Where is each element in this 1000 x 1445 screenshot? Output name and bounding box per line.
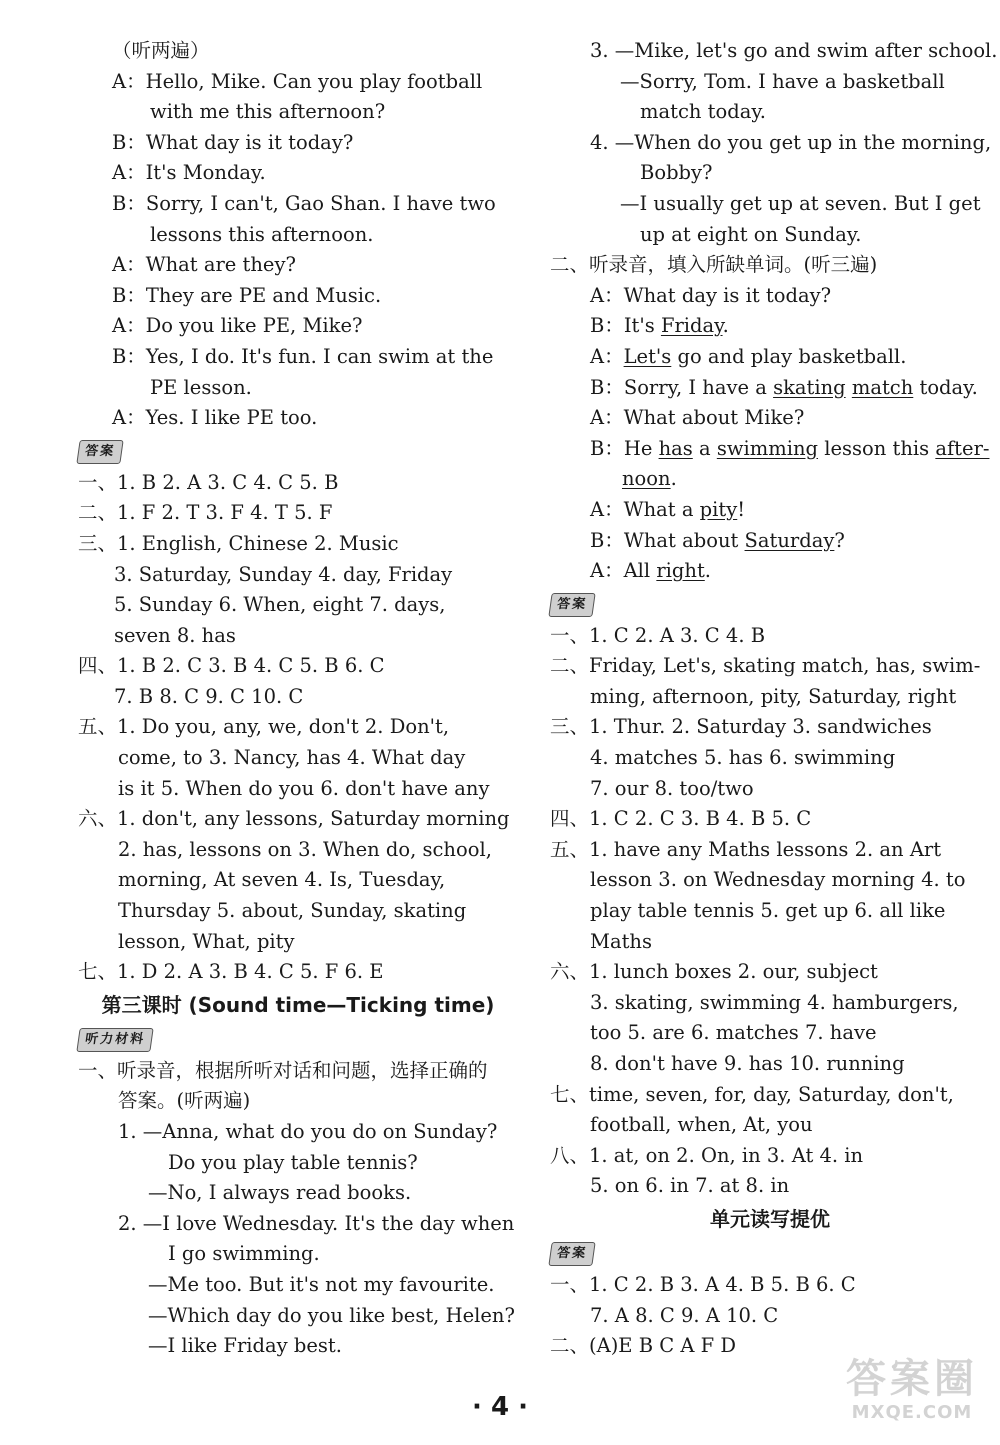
text-line: is it 5. When do you 6. don't have any bbox=[118, 776, 490, 800]
section-tag-row bbox=[78, 1022, 518, 1056]
watermark-logo-text: 答案圈 bbox=[846, 1356, 978, 1402]
text-line: 3. —Mike, let's go and swim after school. bbox=[590, 39, 998, 62]
text-line: —Which day do you like best, Helen? bbox=[148, 1303, 515, 1327]
text-line: 一、1. C 2. A 3. C 4. B bbox=[550, 623, 766, 647]
section-tag: 答案 bbox=[76, 440, 123, 464]
text-line: B：What day is it today? bbox=[112, 130, 354, 154]
text-line: 一、1. B 2. A 3. C 4. C 5. B bbox=[78, 470, 339, 494]
text-line: —Me too. But it's not my favourite. bbox=[148, 1272, 495, 1296]
filled-blank-answer: match bbox=[851, 375, 914, 399]
filled-blank-answer: right bbox=[656, 559, 705, 583]
page-number: · 4 · bbox=[472, 1392, 528, 1422]
text-segment: A：What day is it today? bbox=[590, 283, 832, 307]
text-line: B：They are PE and Music. bbox=[112, 283, 382, 307]
text-segment: ! bbox=[737, 497, 746, 521]
text-line: 三、1. Thur. 2. Saturday 3. sandwiches bbox=[550, 715, 932, 739]
filled-blank-answer: skating bbox=[773, 375, 846, 399]
text-line: 一、1. C 2. B 3. A 4. B 5. B 6. C bbox=[550, 1272, 856, 1296]
text-line: 六、1. lunch boxes 2. our, subject bbox=[550, 960, 878, 984]
text-line: 五、1. have any Maths lessons 2. an Art bbox=[550, 837, 942, 861]
text-line bbox=[550, 311, 990, 342]
text-line: B：Sorry, I can't, Gao Shan. I have two bbox=[112, 191, 496, 215]
filled-blank-answer: after- bbox=[935, 436, 990, 460]
text-line: B：Yes, I do. It's fun. I can swim at the bbox=[112, 344, 494, 368]
text-line: —Sorry, Tom. I have a basketball bbox=[620, 69, 945, 93]
text-line: up at eight on Sunday. bbox=[640, 222, 862, 246]
left-column bbox=[78, 36, 518, 1362]
text-line: with me this afternoon? bbox=[150, 100, 386, 124]
text-segment: A：All bbox=[590, 559, 657, 583]
text-line bbox=[550, 526, 990, 557]
text-line bbox=[550, 281, 990, 312]
text-segment: A：What a bbox=[590, 497, 700, 521]
text-line: 1. —Anna, what do you do on Sunday? bbox=[118, 1120, 498, 1143]
text-line: I go swimming. bbox=[168, 1242, 320, 1266]
filled-blank-answer: swimming bbox=[716, 436, 819, 460]
text-line: 七、1. D 2. A 3. B 4. C 5. F 6. E bbox=[78, 960, 384, 984]
filled-blank-answer: Friday bbox=[660, 314, 723, 338]
text-line: Do you play table tennis? bbox=[168, 1150, 418, 1174]
filled-blank-answer: has bbox=[658, 436, 693, 460]
text-segment: B：What about bbox=[590, 528, 745, 552]
text-line: 2. —I love Wednesday. It's the day when bbox=[118, 1211, 515, 1235]
text-line: seven 8. has bbox=[114, 623, 236, 647]
text-line: 六、1. don't, any lessons, Saturday morning bbox=[78, 807, 510, 831]
text-segment: go and play basketball. bbox=[671, 344, 907, 368]
text-segment: . bbox=[704, 559, 711, 583]
watermark-url: MXQE.COM bbox=[851, 1402, 973, 1423]
text-line bbox=[550, 342, 990, 373]
text-segment: a bbox=[692, 436, 717, 460]
text-segment: . bbox=[722, 314, 729, 338]
text-line: 二、(A)E B C A F D bbox=[550, 1334, 737, 1358]
text-line: 3. skating, swimming 4. hamburgers, bbox=[590, 990, 959, 1014]
text-line: 二、Friday, Let's, skating match, has, swim- bbox=[550, 654, 981, 678]
text-line: 2. has, lessons on 3. When do, school, bbox=[118, 837, 492, 861]
section-tag: 听力材料 bbox=[76, 1028, 153, 1052]
text-line: 四、1. C 2. C 3. B 4. B 5. C bbox=[550, 807, 812, 831]
section-title: 单元读写提优 bbox=[710, 1206, 830, 1231]
text-line: play table tennis 5. get up 6. all like bbox=[590, 899, 946, 923]
section-tag-row bbox=[78, 434, 518, 468]
text-line: —I like Friday best. bbox=[148, 1334, 342, 1358]
text-line: 三、1. English, Chinese 2. Music bbox=[78, 531, 399, 555]
text-segment: B：It's bbox=[590, 314, 661, 338]
section-tag-row bbox=[550, 1236, 990, 1270]
text-line: （听两遍） bbox=[112, 39, 210, 62]
text-line: ming, afternoon, pity, Saturday, right bbox=[590, 684, 957, 708]
text-line: 7. B 8. C 9. C 10. C bbox=[114, 684, 304, 708]
text-line bbox=[550, 495, 990, 526]
watermark bbox=[828, 1356, 996, 1440]
text-line: 一、听录音，根据所听对话和问题，选择正确的 bbox=[78, 1058, 488, 1082]
text-line: A：What are they? bbox=[112, 253, 296, 277]
text-line: 3. Saturday, Sunday 4. day, Friday bbox=[114, 562, 453, 586]
text-line: —No, I always read books. bbox=[148, 1181, 412, 1205]
text-line: 4. matches 5. has 6. swimming bbox=[590, 746, 896, 770]
filled-blank-answer: Saturday bbox=[744, 528, 835, 552]
section-title: 第三课时 (Sound time—Ticking time) bbox=[101, 992, 495, 1017]
text-segment: A： bbox=[590, 344, 624, 368]
right-column bbox=[550, 36, 998, 1362]
text-line: 答案。(听两遍) bbox=[118, 1089, 251, 1113]
text-line: 5. Sunday 6. When, eight 7. days, bbox=[114, 593, 446, 617]
text-line: football, when, At, you bbox=[590, 1113, 813, 1137]
text-segment: ? bbox=[834, 528, 845, 552]
text-line: 五、1. Do you, any, we, don't 2. Don't, bbox=[78, 715, 450, 739]
text-line: come, to 3. Nancy, has 4. What day bbox=[118, 746, 466, 770]
filled-blank-answer: pity bbox=[699, 497, 738, 521]
text-line: match today. bbox=[640, 100, 766, 124]
section-tag-row bbox=[550, 587, 990, 621]
text-line: 7. our 8. too/two bbox=[590, 776, 754, 800]
text-line: 二、听录音，填入所缺单词。(听三遍) bbox=[550, 253, 878, 277]
text-line: 4. —When do you get up in the morning, bbox=[590, 130, 992, 154]
text-segment: . bbox=[670, 467, 677, 491]
text-segment: today. bbox=[913, 375, 978, 399]
text-segment: B：He bbox=[590, 436, 659, 460]
text-line bbox=[550, 373, 990, 404]
text-line: morning, At seven 4. Is, Tuesday, bbox=[118, 868, 446, 892]
text-line: 8. don't have 9. has 10. running bbox=[590, 1052, 905, 1075]
text-line: lesson 3. on Wednesday morning 4. to bbox=[590, 868, 966, 892]
text-line: too 5. are 6. matches 7. have bbox=[590, 1021, 877, 1045]
text-line: —I usually get up at seven. But I get bbox=[620, 191, 981, 215]
section-tag: 答案 bbox=[548, 593, 595, 617]
text-line: lesson, What, pity bbox=[118, 929, 295, 953]
text-segment: lesson this bbox=[818, 436, 936, 460]
text-line: 5. on 6. in 7. at 8. in bbox=[590, 1174, 790, 1198]
filled-blank-answer: Let's bbox=[623, 344, 672, 368]
text-line: lessons this afternoon. bbox=[150, 222, 374, 246]
text-line: A：Hello, Mike. Can you play football bbox=[112, 69, 483, 93]
text-line bbox=[550, 434, 990, 465]
text-line: Maths bbox=[590, 929, 652, 953]
text-line: 七、time, seven, for, day, Saturday, don't, bbox=[550, 1082, 954, 1106]
text-line bbox=[550, 556, 990, 587]
text-line: Bobby? bbox=[640, 161, 713, 185]
text-segment: B：Sorry, I have a bbox=[590, 375, 774, 399]
section-tag: 答案 bbox=[548, 1242, 595, 1266]
text-line: PE lesson. bbox=[150, 375, 252, 399]
text-line: A：Yes. I like PE too. bbox=[112, 406, 318, 430]
text-line: 7. A 8. C 9. A 10. C bbox=[590, 1303, 779, 1327]
text-line bbox=[550, 403, 990, 434]
text-line: Thursday 5. about, Sunday, skating bbox=[118, 899, 467, 923]
text-segment: A：What about Mike? bbox=[590, 406, 805, 430]
text-line: A：Do you like PE, Mike? bbox=[112, 314, 363, 338]
text-line bbox=[550, 464, 990, 495]
text-line: A：It's Monday. bbox=[112, 161, 266, 185]
text-line: 八、1. at, on 2. On, in 3. At 4. in bbox=[550, 1143, 864, 1167]
filled-blank-answer: noon bbox=[622, 467, 671, 491]
text-line: 二、1. F 2. T 3. F 4. T 5. F bbox=[78, 501, 333, 525]
text-line: 四、1. B 2. C 3. B 4. C 5. B 6. C bbox=[78, 654, 385, 678]
